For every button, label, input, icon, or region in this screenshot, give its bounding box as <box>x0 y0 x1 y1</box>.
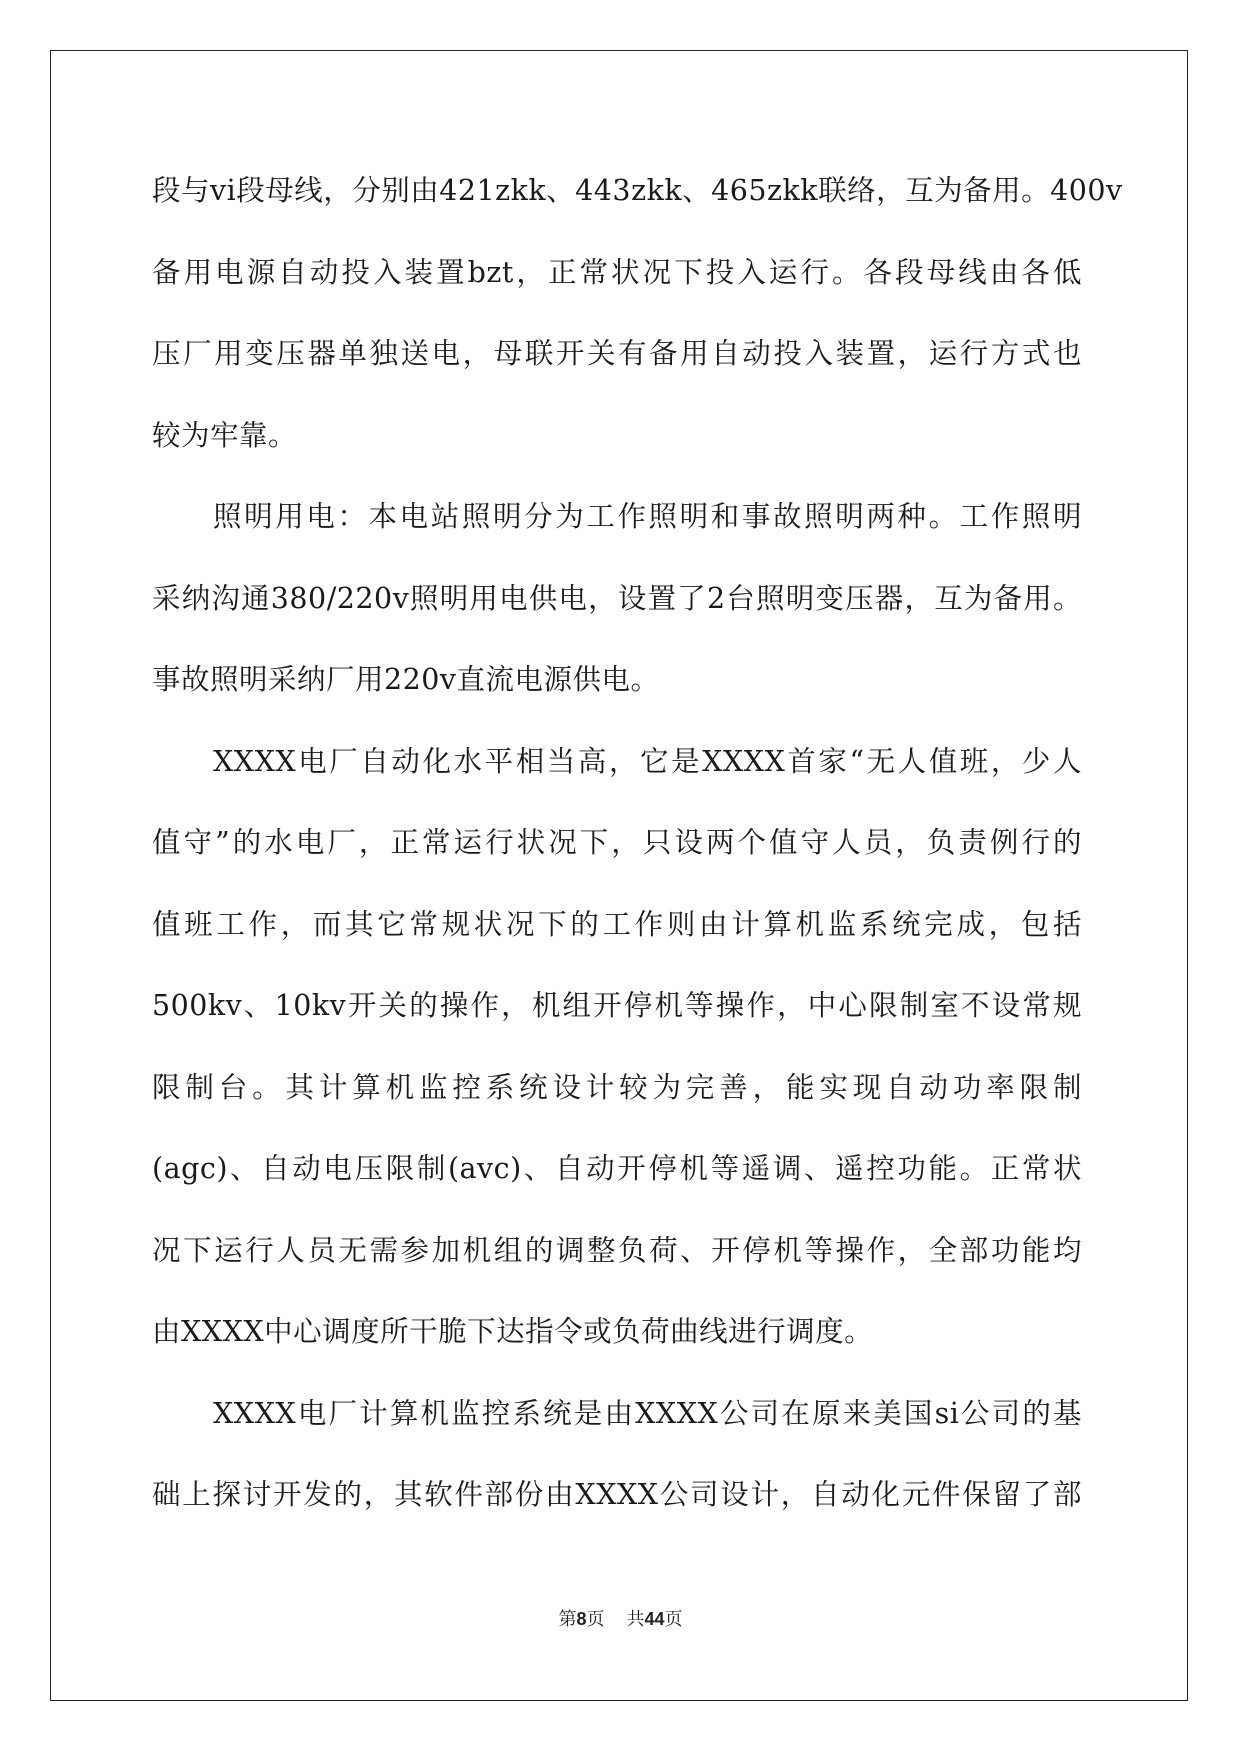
text-line: 采纳沟通380/220v照明用电供电，设置了2台照明变压器，互为备用。 <box>152 581 1082 615</box>
text-line: 值守”的水电厂，正常运行状况下，只设两个值守人员，负责例行的 <box>152 826 1082 859</box>
text-line: 备用电源自动投入装置bzt，正常状况下投入运行。各段母线由各低 <box>152 255 1082 289</box>
text-line: 事故照明采纳厂用220v直流电源供电。 <box>152 663 660 696</box>
footer-total-prefix: 共 <box>626 1609 645 1630</box>
text-line: 限制台。其计算机监控系统设计较为完善，能实现自动功率限制 <box>152 1070 1082 1104</box>
text-line: 础上探讨开发的，其软件部份由XXXX公司设计，自动化元件保留了部 <box>152 1478 1082 1511</box>
text-line: 500kv、10kv开关的操作，机组开停机等操作，中心限制室不设常规 <box>152 989 1082 1022</box>
paragraph-start-line: XXXX电厂自动化水平相当高，它是XXXX首家“无人值班，少人 <box>213 744 1082 778</box>
footer-prefix: 第 <box>558 1609 577 1630</box>
paragraph-start-line: 照明用电：本电站照明分为工作照明和事故照明两种。工作照明 <box>213 500 1082 533</box>
page-footer <box>0 1608 1241 1631</box>
text-line: 段与vi段母线，分别由421zkk、443zkk、465zkk联络，互为备用。400v <box>152 174 1123 207</box>
text-line: 较为牢靠。 <box>152 418 298 452</box>
text-line: 由XXXX中心调度所干脆下达指令或负荷曲线进行调度。 <box>152 1315 874 1348</box>
text-line: (agc)、自动电压限制(avc)、自动开停机等遥调、遥控功能。正常状 <box>152 1152 1082 1185</box>
document-body <box>152 163 1123 1549</box>
current-page-number: 8 <box>576 1609 587 1629</box>
text-line: 值班工作，而其它常规状况下的工作则由计算机监系统完成，包括 <box>152 907 1082 941</box>
text-line: 压厂用变压器单独送电，母联开关有备用自动投入装置，运行方式也 <box>152 337 1082 370</box>
total-page-count: 44 <box>644 1609 665 1629</box>
footer-total-suffix: 页 <box>664 1609 683 1630</box>
footer-page-suffix: 页 <box>586 1609 605 1630</box>
text-line: 况下运行人员无需参加机组的调整负荷、开停机等操作，全部功能均 <box>152 1233 1082 1267</box>
paragraph-start-line: XXXX电厂计算机监控系统是由XXXX公司在原来美国si公司的基 <box>213 1396 1082 1430</box>
